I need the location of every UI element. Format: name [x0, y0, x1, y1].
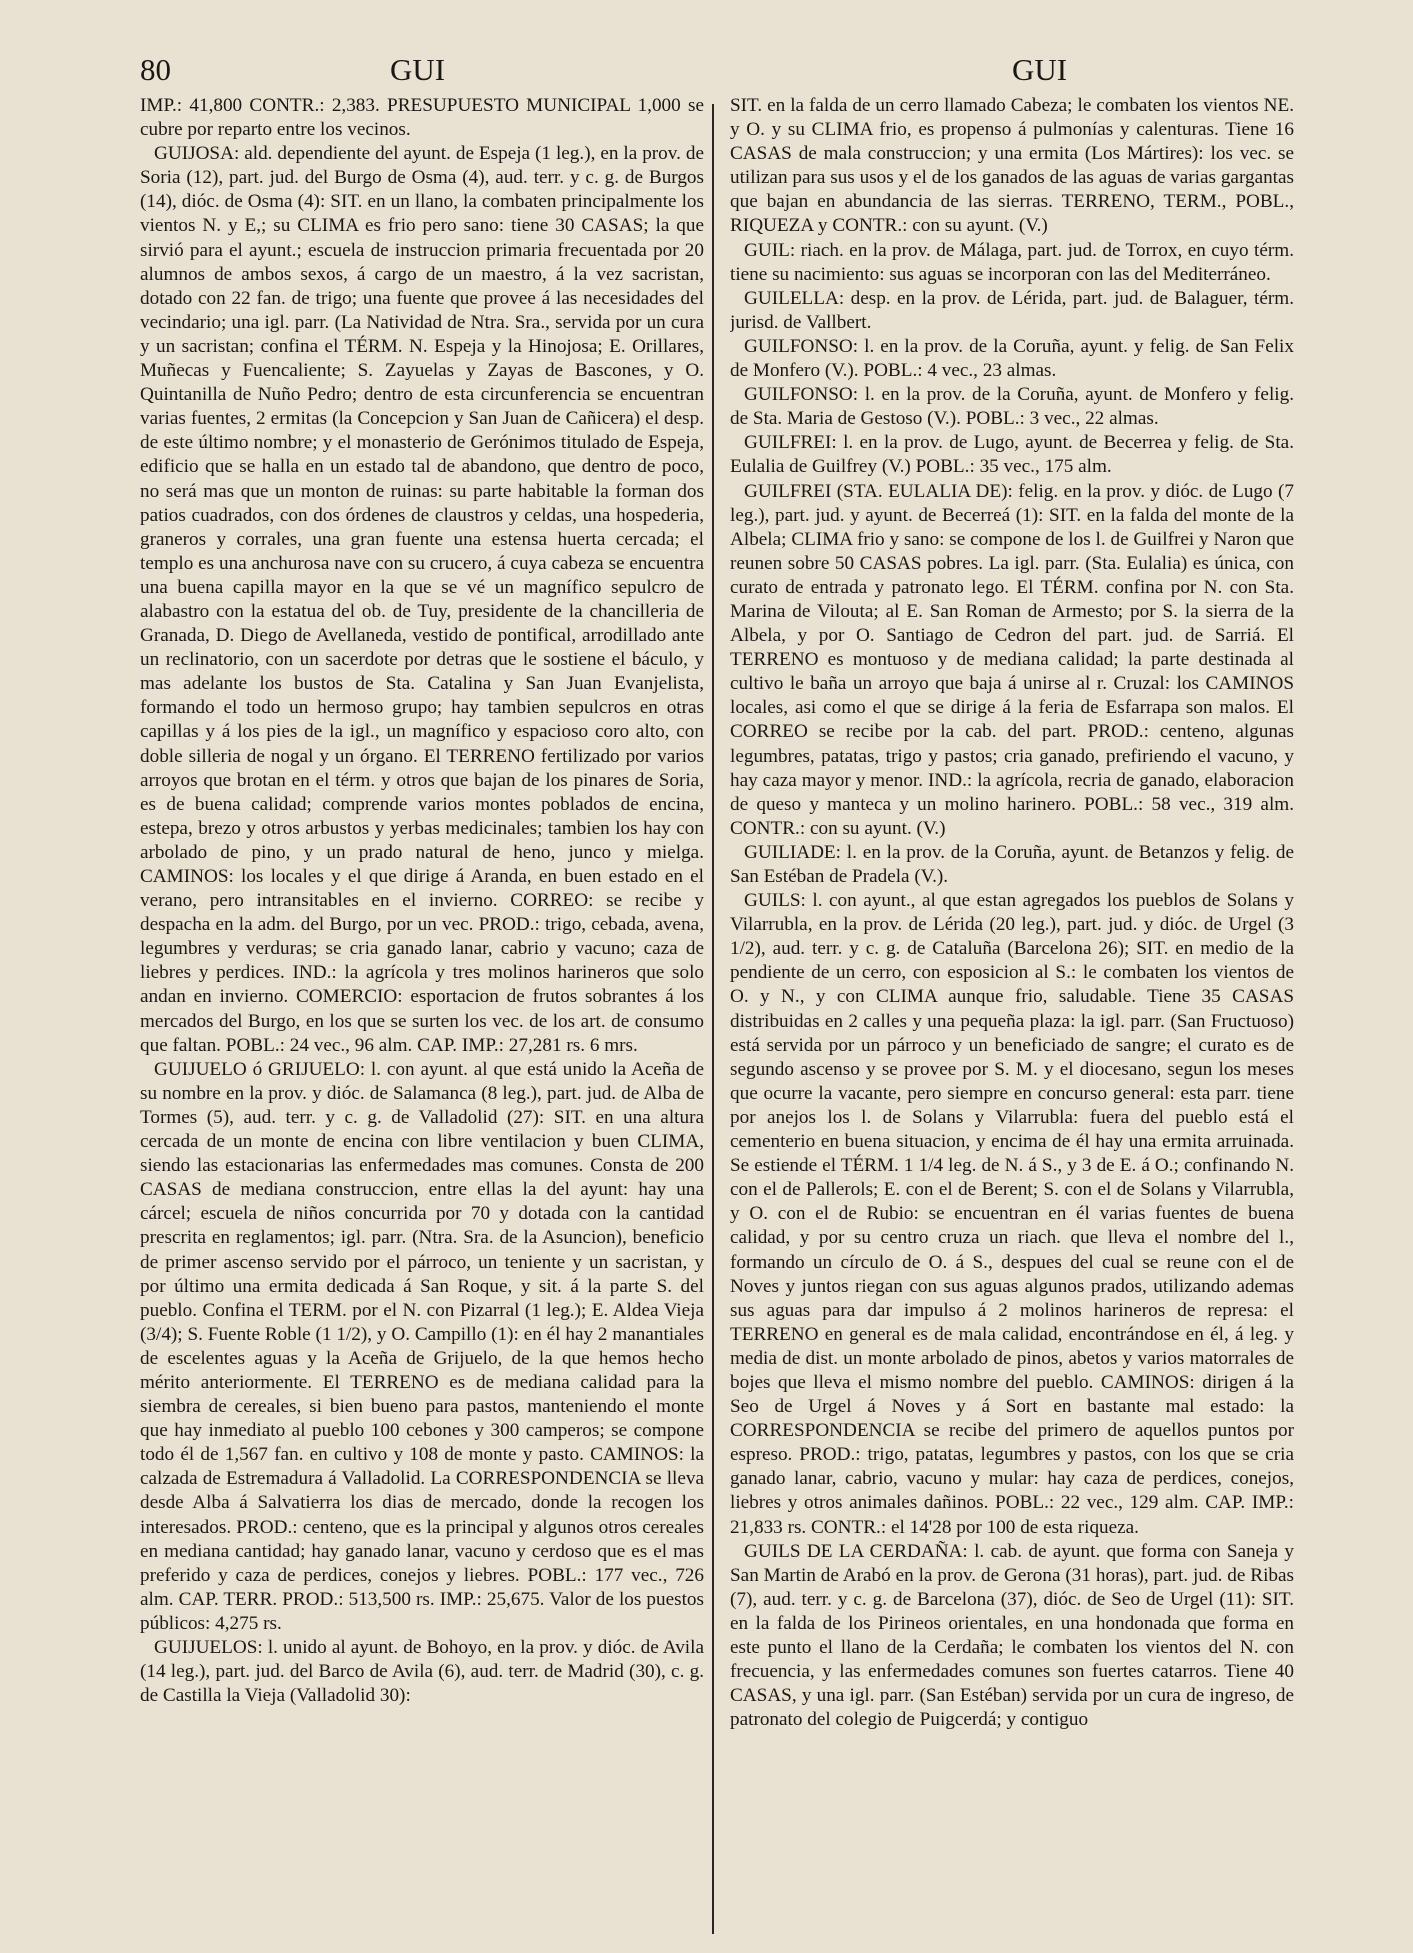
entry-guijosa: GUIJOSA: ald. dependiente del ayunt. de Espeja (1 leg.), en la prov. de Soria (12), part. jud. del Burgo de Osma (4), aud. terr. y c. g. de Burgos (14), dióc. de Osma (4): SIT. en un llano, la combaten principalmente los vientos N. y E,; su CLIMA es frio pero sano: tiene 30 CASAS; la que sirvió para el ayunt.; escuela de instruccion primaria frecuentada por 20 alumnos de ambos sexos, á cargo de un maestro, á la vez sacristan, dotado con 22 fan. de trigo; una fuente que provee á las necesidades del vecindario; una igl. parr. (La Natividad de Ntra. Sra., servida por un cura y un sacristan; confina el TÉRM. N. Espeja y la Hinojosa; E. Orillares, Muñecas y Fuencaliente; S. Zayuelas y Zayas de Bascones, y O. Quintanilla de Nuño Pedro; dentro de esta circunferencia se encuentran varias fuentes, 2 ermitas (la Concepcion y San Juan de Cañicera) el desp. de este último nombre; y el monasterio de Gerónimos titulado de Espeja, edificio que se halla en un estado tal de abandono, que dentro de poco, no será mas que un monton de ruinas: su parte habitable la forman dos patios cuadrados, con dos órdenes de claustros y celdas, una hospederia, graneros y corrales, una gran fuente una estensa huerta cercada; el templo es una anchurosa nave con su crucero, á cuya cabeza se encuentra una buena capilla mayor en la que se vé un magnífico sepulcro de alabastro con la estatua del ob. de Tuy, presidente de la chancilleria de Granada, D. Diego de Avellaneda, vestido de pontifical, arrodillado ante un reclinatorio, con un sacerdote por detras que le sostiene el báculo, y mas adelante los bustos de Sta. Catalina y San Juan Evanjelista, formando el todo un hermoso grupo; hay tambien sepulcros en otras capillas y á los pies de la igl., un magnífico y espacioso coro alto, con doble silleria de nogal y un órgano. El TERRENO fertilizado por varios arroyos que brotan en el térm. y otros que bajan de los pinares de Soria, es de buena calidad; comprende varios montes poblados de encina, estepa, brezo y otros arbustos y yerbas medicinales; tambien los hay con arbolado de pino, y un prado natural de heno, junco y mielga. CAMINOS: los locales y el que dirige á Aranda, en buen estado en el verano, pero intransitables en el invierno. CORREO: se recibe y despacha en la adm. del Burgo, por un vec. PROD.: trigo, cebada, avena, legumbres y verduras; se cria ganado lanar, cabrio y vacuno; caza de liebres y perdices. IND.: la agrícola y tres molinos harineros que solo andan en invierno. COMERCIO: esportacion de frutos sobrantes á los mercados del Burgo, en los que se surten los vec. de los art. de consumo que faltan. POBL.: 24 vec., 96 alm. CAP. IMP.: 27,281 rs. 6 mrs. [140, 143, 704, 1056]
page-header [140, 52, 1295, 92]
column-rule [712, 104, 714, 1934]
entry-guijuelo: GUIJUELO ó GRIJUELO: l. con ayunt. al que está unido la Aceña de su nombre en la prov. y dióc. de Salamanca (8 leg.), part. jud. de Alba de Tormes (5), aud. terr. y c. g. de Valladolid (27): SIT. en una altura cercada de un monte de encina con libre ventilacion y buen CLIMA, siendo las estacionarias las enfermedades mas comunes. Consta de 200 CASAS de mediana construccion, entre ellas la del ayunt: hay una cárcel; escuela de niños concurrida por 70 y dotada con la cantidad prescrita en reglamentos; igl. parr. (Ntra. Sra. de la Asuncion), beneficio de primer ascenso servido por el párroco, un teniente y un sacristan, y por último una ermita dedicada á San Roque, y sit. á la parte S. del pueblo. Confina el TERM. por el N. con Pizarral (1 leg.); E. Aldea Vieja (3/4); S. Fuente Roble (1 1/2), y O. Campillo (1): en él hay 2 manantiales de escelentes aguas y la Aceña de Grijuelo, de la que hemos hecho mérito anteriormente. El TERRENO es de mediana calidad para la siembra de cereales, si bien bueno para pastos, manteniendo el monte que hay inmediato al pueblo 100 cebones y 300 camperos; se compone todo él de 1,567 fan. en cultivo y 108 de monte y pasto. CAMINOS: la calzada de Estremadura á Valladolid. La CORRESPONDENCIA se lleva desde Alba á Salvatierra los dias de mercado, donde la recogen los interesados. PROD.: centeno, que es la principal y algunos otros cereales en mediana cantidad; hay ganado lanar, vacuno y cerdoso que es el mas preferido y caza de perdices, conejos y liebres. POBL.: 177 vec., 726 alm. CAP. TERR. PROD.: 513,500 rs. IMP.: 25,675. Valor de los puestos públicos: 4,275 rs. [140, 1058, 704, 1634]
running-head-left: GUI [390, 52, 446, 87]
entry-guilfonso-1: GUILFONSO: l. en la prov. de la Coruña, ayunt. y felig. de San Felix de Monfero (V.). POBL.: 4 vec., 23 almas. [730, 335, 1294, 382]
entry-guilfonso-2: GUILFONSO: l. en la prov. de la Coruña, ayunt. de Monfero y felig. de Sta. Maria de Gestoso (V.). POBL.: 3 vec., 22 almas. [730, 384, 1294, 430]
running-head-right: GUI [1012, 52, 1068, 87]
entry-guils-de-la-cerdana: GUILS DE LA CERDAÑA: l. cab. de ayunt. que forma con Saneja y San Martin de Arabó en la prov. de Gerona (31 horas), part. jud. de Ribas (7), aud. terr. y c. g. de Barcelona (37), dióc. de Seo de Urgel (11): SIT. en la falda de los Pirineos orientales, en una hondonada que forma en este punto el llano de la Cerdaña; le combaten los vientos del N. con frecuencia, y las enfermedades comunes son fuertes catarros. Tiene 40 CASAS, y una igl. parr. (San Estéban) servida por un cura de ingreso, de patronato del colegio de Puigcerdá; y contiguo [730, 1540, 1294, 1731]
entry-guijuelos: GUIJUELOS: l. unido al ayunt. de Bohoyo, en la prov. y dióc. de Avila (14 leg.), part. jud. del Barco de Avila (6), aud. terr. de Madrid (30), c. g. de Castilla la Vieja (Valladolid 30): [140, 1637, 704, 1707]
entry-guilfrei-sta-eulalia: GUILFREI (STA. EULALIA DE): felig. en la prov. y dióc. de Lugo (7 leg.), part. jud. y ayunt. de Becerreá (1): SIT. en la falda del monte de la Albela; CLIMA frio y sano: se compone de los l. de Guilfrei y Naron que reunen sobre 50 CASAS pobres. La igl. parr. (Sta. Eulalia) es única, con curato de entrada y patronato lego. El TÉRM. confina por N. con Sta. Marina de Vilouta; al E. San Roman de Armesto; por S. la sierra de la Albela, y por O. Santiago de Cedron del part. jud. de Sarriá. El TERRENO es montuoso y de mediana calidad; la parte destinada al cultivo le baña un arroyo que baja á unirse al r. Cruzal: los CAMINOS locales, asi como el que se dirige á la feria de Esfarrapa son malos. El CORREO se recibe por la cab. del part. PROD.: centeno, algunas legumbres, patatas, trigo y pastos; cria ganado, prefiriendo el vacuno, y hay caza mayor y menor. IND.: la agrícola, recria de ganado, elaboracion de queso y manteca y un molino harinero. POBL.: 58 vec., 319 alm. CONTR.: con su ayunt. (V.) [730, 480, 1294, 839]
entry-guiliade: GUILIADE: l. en la prov. de la Coruña, ayunt. de Betanzos y felig. de San Estéban de Pradela (V.). [730, 841, 1294, 887]
entry-guilella: GUILELLA: desp. en la prov. de Lérida, part. jud. de Balaguer, térm. jurisd. de Vallbert. [730, 287, 1294, 333]
entry-guils: GUILS: l. con ayunt., al que estan agregados los pueblos de Solans y Vilarrubla, en la prov. de Lérida (20 leg.), part. jud. y dióc. de Urgel (3 1/2), aud. terr. y c. g. de Cataluña (Barcelona 26); SIT. en medio de la pendiente de un cerro, con esposicion al S.: le combaten los vientos de O. y N., y con CLIMA aunque frio, saludable. Tiene 35 CASAS distribuidas en 2 calles y una pequeña plaza: la igl. parr. (San Fructuoso) está servida por un párroco y un beneficiado de sangre; el curato es de segundo ascenso y se provee por S. M. y el diocesano, segun los meses que ocurre la vacante, pero siempre en concurso general: esta parr. tiene por anejos los l. de Solans y Vilarrubla: fuera del pueblo está el cementerio en buena situacion, y encima de él hay una ermita arruinada. Se estiende el TÉRM. 1 1/4 leg. de N. á S., y 3 de E. á O.; confinando N. con el de Pallerols; E. con el de Berent; S. con el de Solans y Vilarrubla, y O. con el de Rubio: se encuentran en él varias fuentes de buena calidad, y por su centro cruza un riach. que lleva el nombre del l., formando un círculo de O. á S., despues del cual se reune con el de Noves y juntos riegan con sus aguas algunos prados, utilizando ademas sus aguas para dar impulso á 2 molinos harineros de represa: el TERRENO en general es de mala calidad, encontrándose en él, á leg. y media de dist. un monte arbolado de pinos, abetos y varios matorrales de bojes que lleva el mismo nombre del pueblo. CAMINOS: dirigen á la Seo de Urgel á Noves y á Sort en bastante mal estado: la CORRESPONDENCIA se recibe del primero de aquellos puntos por espreso. PROD.: trigo, patatas, legumbres y pastos, con los que se cria ganado lanar, cabrio, vacuno y mular: hay caza de perdices, conejos, liebres y otros animales dañinos. POBL.: 22 vec., 129 alm. CAP. IMP.: 21,833 rs. CONTR.: el 14'28 por 100 de esta riqueza. [730, 890, 1294, 1538]
entry-guilfrei: GUILFREI: l. en la prov. de Lugo, ayunt. de Becerrea y felig. de Sta. Eulalia de Guilfrey (V.) POBL.: 35 vec., 175 alm. [730, 432, 1294, 478]
entry-guil: GUIL: riach. en la prov. de Málaga, part. jud. de Torrox, en cuyo térm. tiene su nacimiento: sus aguas se incorporan con las del Mediterráneo. [730, 239, 1294, 285]
left-column [140, 94, 704, 1939]
right-column [730, 94, 1294, 1939]
entry-continuation-right: SIT. en la falda de un cerro llamado Cabeza; le combaten los vientos NE. y O. y su CLIMA frio, es propenso á pulmonías y calenturas. Tiene 16 CASAS de mala construccion; y una ermita (Los Mártires): los vec. se utilizan para sus usos y el de los ganados de las aguas de varias gargantas que bajan en abundancia de las sierras. TERRENO, TERM., POBL., RIQUEZA y CONTR.: con su ayunt. (V.) [730, 95, 1294, 237]
page-number: 80 [140, 52, 171, 87]
entry-continuation: IMP.: 41,800 CONTR.: 2,383. PRESUPUESTO MUNICIPAL 1,000 se cubre por reparto entre los vecinos. [140, 95, 704, 141]
